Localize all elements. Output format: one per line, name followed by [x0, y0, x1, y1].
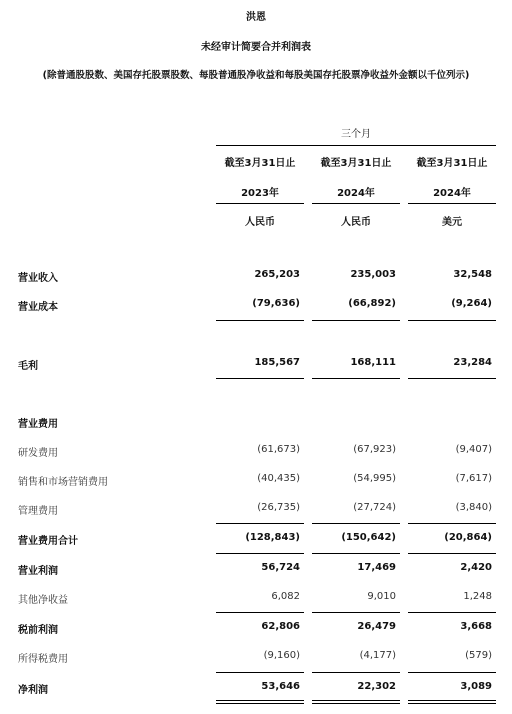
row-value: (3,840): [455, 502, 492, 513]
row-value: 53,646: [261, 681, 300, 692]
col2-period: 截至3月31日止: [320, 158, 392, 169]
row-label: 其他净收益: [18, 595, 68, 606]
period-group-rule: [216, 145, 496, 146]
row-label: 营业利润: [18, 566, 58, 577]
col1-period: 截至3月31日止: [224, 158, 296, 169]
statement-title: 未经审计简要合并利润表: [201, 42, 311, 53]
row-value: 56,724: [261, 562, 300, 573]
total-double-rule: [216, 703, 304, 704]
table-row: [0, 621, 512, 635]
row-value: (67,923): [353, 444, 396, 455]
row-value: (9,160): [263, 650, 300, 661]
period-group-header: 三个月: [341, 129, 371, 140]
subtotal-rule: [408, 523, 496, 524]
table-row: [0, 298, 512, 312]
row-value: (9,264): [451, 298, 492, 309]
subtotal-rule: [216, 523, 304, 524]
total-double-rule: [312, 703, 400, 704]
row-value: 6,082: [271, 591, 300, 602]
statement-subtitle: (除普通股股数、美国存托股票股数、每股普通股净收益和每股美国存托股票净收益外金额以千位列示): [42, 70, 470, 81]
total-double-rule: [408, 703, 496, 704]
table-row: [0, 444, 512, 458]
subtotal-rule: [408, 320, 496, 321]
subtotal-rule: [312, 612, 400, 613]
row-label: 毛利: [18, 361, 38, 372]
subtotal-rule: [408, 672, 496, 673]
row-value: 1,248: [463, 591, 492, 602]
col2-year-rule: [312, 203, 400, 204]
subtotal-rule: [216, 612, 304, 613]
row-label: 研发费用: [18, 448, 58, 459]
subtotal-rule: [408, 553, 496, 554]
row-value: (4,177): [359, 650, 396, 661]
row-value: (26,735): [257, 502, 300, 513]
row-value: 22,302: [357, 681, 396, 692]
company-name: 洪恩: [246, 12, 266, 23]
col3-year: 2024年: [433, 188, 471, 199]
row-value: (9,407): [455, 444, 492, 455]
row-value: (128,843): [245, 532, 300, 543]
table-row: [0, 502, 512, 516]
row-value: (150,642): [341, 532, 396, 543]
table-row: [0, 473, 512, 487]
col1-year: 2023年: [241, 188, 279, 199]
table-row: [0, 357, 512, 371]
row-value: 185,567: [254, 357, 300, 368]
subtotal-rule: [312, 553, 400, 554]
subtotal-rule: [312, 672, 400, 673]
row-value: 62,806: [261, 621, 300, 632]
row-value: (66,892): [348, 298, 396, 309]
col1-year-rule: [216, 203, 304, 204]
col3-currency: 美元: [442, 217, 462, 228]
total-double-rule: [216, 700, 304, 701]
row-value: (61,673): [257, 444, 300, 455]
row-value: (54,995): [353, 473, 396, 484]
row-value: 32,548: [453, 269, 492, 280]
row-value: 168,111: [350, 357, 396, 368]
row-label: 营业费用合计: [18, 536, 78, 547]
row-value: 26,479: [357, 621, 396, 632]
table-row: [0, 532, 512, 546]
row-label: 营业费用: [18, 419, 58, 430]
table-row: [0, 562, 512, 576]
table-row: [0, 269, 512, 283]
row-value: 235,003: [350, 269, 396, 280]
row-value: (579): [465, 650, 492, 661]
row-label: 税前利润: [18, 625, 58, 636]
row-value: (79,636): [252, 298, 300, 309]
subtotal-rule: [216, 378, 304, 379]
subtotal-rule: [312, 523, 400, 524]
table-row: [0, 415, 512, 429]
row-value: 2,420: [460, 562, 492, 573]
row-value: 9,010: [367, 591, 396, 602]
subtotal-rule: [216, 672, 304, 673]
row-label: 所得税费用: [18, 654, 68, 665]
col3-year-rule: [408, 203, 496, 204]
row-value: 17,469: [357, 562, 396, 573]
table-row: [0, 650, 512, 664]
row-value: (40,435): [257, 473, 300, 484]
col2-currency: 人民币: [341, 217, 371, 228]
row-value: 3,089: [460, 681, 492, 692]
row-value: (27,724): [353, 502, 396, 513]
subtotal-rule: [408, 378, 496, 379]
row-label: 营业收入: [18, 273, 58, 284]
row-label: 净利润: [18, 685, 48, 696]
col2-year: 2024年: [337, 188, 375, 199]
col3-period: 截至3月31日止: [416, 158, 488, 169]
row-value: (20,864): [444, 532, 492, 543]
subtotal-rule: [216, 320, 304, 321]
row-value: 3,668: [460, 621, 492, 632]
table-row: [0, 681, 512, 695]
subtotal-rule: [312, 320, 400, 321]
row-value: 265,203: [254, 269, 300, 280]
row-label: 销售和市场营销费用: [18, 477, 108, 488]
table-row: [0, 591, 512, 605]
row-value: (7,617): [455, 473, 492, 484]
subtotal-rule: [216, 553, 304, 554]
total-double-rule: [312, 700, 400, 701]
row-label: 管理费用: [18, 506, 58, 517]
row-label: 营业成本: [18, 302, 58, 313]
row-value: 23,284: [453, 357, 492, 368]
total-double-rule: [408, 700, 496, 701]
subtotal-rule: [312, 378, 400, 379]
subtotal-rule: [408, 612, 496, 613]
col1-currency: 人民币: [245, 217, 275, 228]
